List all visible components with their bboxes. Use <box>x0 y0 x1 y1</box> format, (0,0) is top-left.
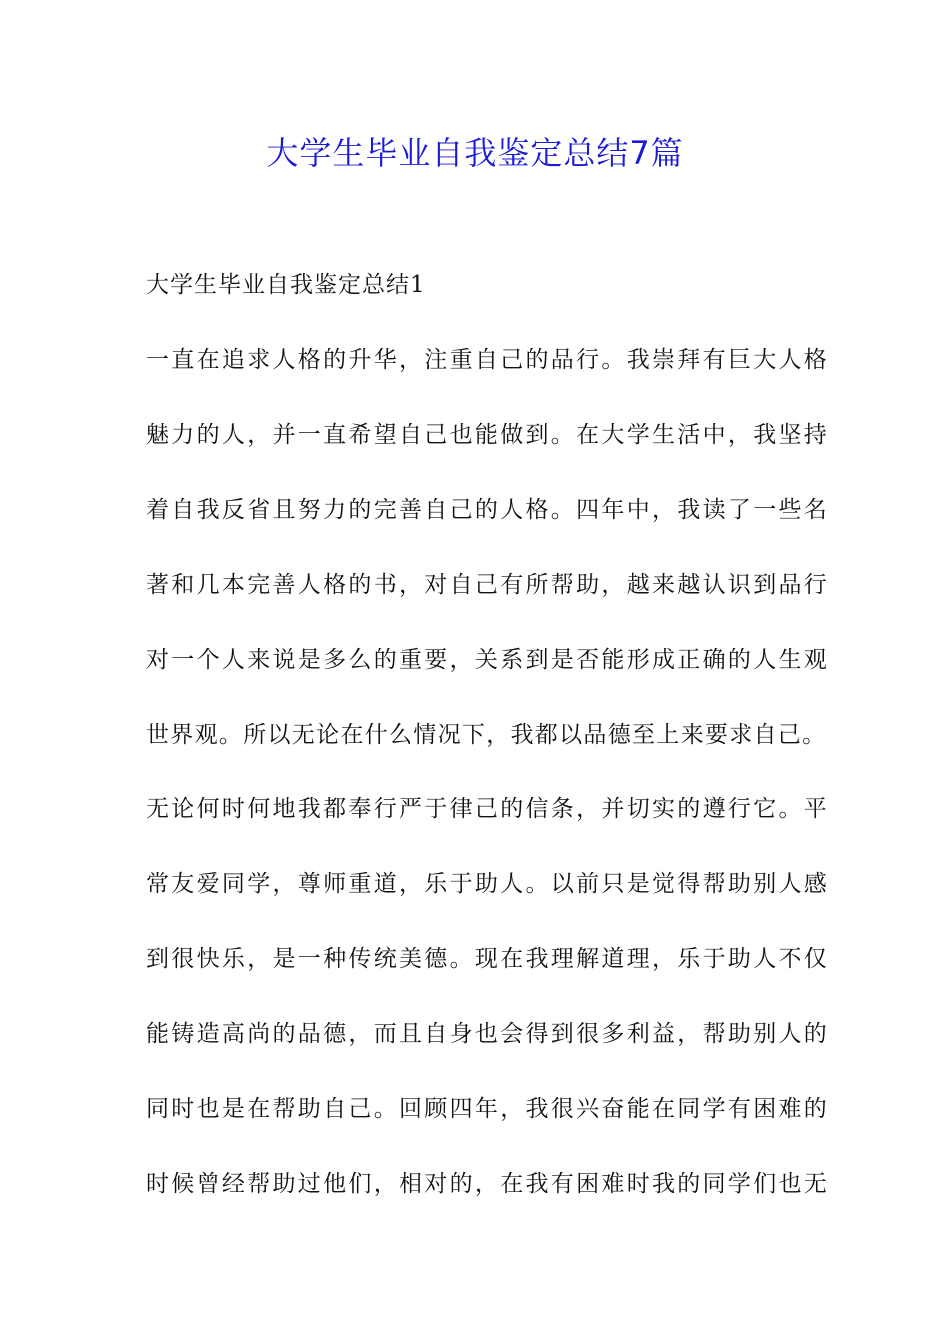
paragraph-line: 对一个人来说是多么的重要，关系到是否能形成正确的人生观 <box>146 647 830 673</box>
paragraph-line: 著和几本完善人格的书，对自己有所帮助，越来越认识到品行 <box>146 572 830 598</box>
paragraph-line: 能铸造高尚的品德，而且自身也会得到很多利益，帮助别人的 <box>146 1021 830 1047</box>
document-title: 大学生毕业自我鉴定总结7篇 <box>266 134 684 172</box>
paragraph-line: 魅力的人，并一直希望自己也能做到。在大学生活中，我坚持 <box>146 422 830 448</box>
paragraph-line: 一直在追求人格的升华，注重自己的品行。我崇拜有巨大人格 <box>146 347 830 373</box>
paragraph-line: 世界观。所以无论在什么情况下，我都以品德至上来要求自己。 <box>146 722 827 748</box>
paragraph-line: 着自我反省且努力的完善自己的人格。四年中，我读了一些名 <box>146 497 830 523</box>
section-heading: 大学生毕业自我鉴定总结1 <box>146 272 426 298</box>
paragraph-line: 常友爱同学，尊师重道，乐于助人。以前只是觉得帮助别人感 <box>146 871 830 897</box>
paragraph-line: 到很快乐，是一种传统美德。现在我理解道理，乐于助人不仅 <box>146 946 830 972</box>
paragraph-line: 时候曾经帮助过他们，相对的，在我有困难时我的同学们也无 <box>146 1171 830 1197</box>
paragraph-line: 无论何时何地我都奉行严于律己的信条，并切实的遵行它。平 <box>146 796 830 822</box>
paragraph-line: 同时也是在帮助自己。回顾四年，我很兴奋能在同学有困难的 <box>146 1096 830 1122</box>
